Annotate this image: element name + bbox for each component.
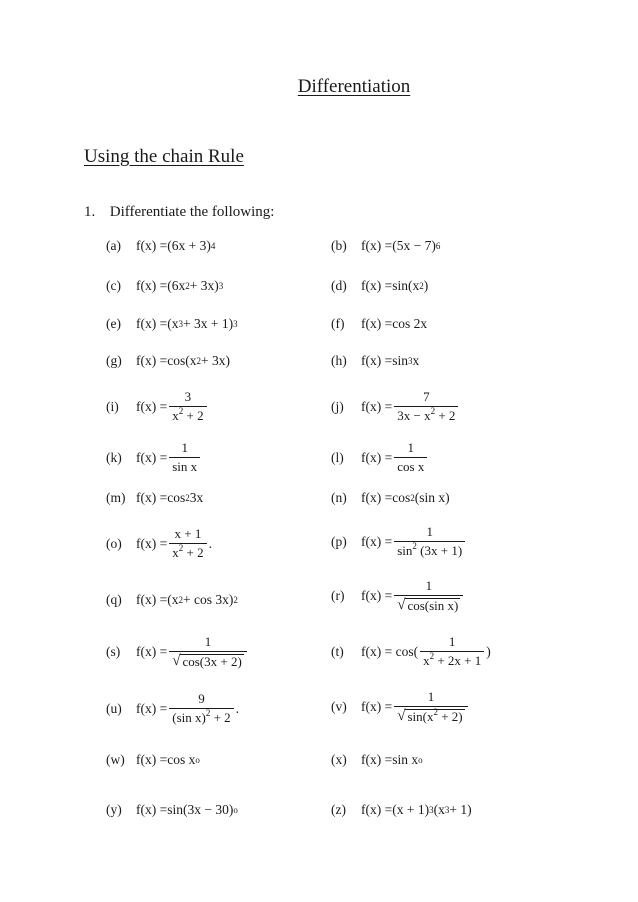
item-label: (p)	[331, 533, 347, 549]
expression: f(x) = (x 3 + 3x + 1) 3	[136, 316, 238, 331]
item-label: (r)	[331, 588, 345, 603]
item-label: (h)	[331, 353, 347, 368]
fraction: $\frac{x + 1}{x^2 + 2}$	[169, 527, 206, 560]
square-root: √ cos(3x + 2)	[172, 653, 242, 669]
expression: f(x) = sin(x 2 )	[361, 278, 429, 293]
item-x	[331, 752, 423, 768]
item-y	[106, 802, 238, 818]
expression: f(x) = (x 2 + cos 3x) 2	[136, 592, 238, 607]
item-l	[331, 441, 429, 474]
item-f	[331, 316, 427, 332]
expression: f(x) = (x + 1) 3 (x 3 + 1)	[361, 802, 472, 817]
item-label: (d)	[331, 278, 347, 293]
item-label: (n)	[331, 490, 347, 505]
expression: f(x) = $\frac{1}{\text{sin x}}$	[136, 441, 202, 474]
item-k	[106, 441, 202, 474]
expression: f(x) = cos x o	[136, 752, 200, 767]
item-label: (j)	[331, 398, 344, 414]
expression: f(x) = cos 2 3x	[136, 490, 204, 505]
question-text: Differentiate the following:	[109, 204, 275, 220]
fraction: $\frac{3}{x^2 + 2}$	[169, 390, 206, 423]
item-label: (b)	[331, 238, 347, 253]
item-label: (k)	[106, 449, 122, 465]
expression: f(x) = $\frac{1}{\text{cos x}}$	[361, 441, 429, 474]
fraction: $\frac{9}{(\sin x)^2 + 2}$	[169, 692, 233, 725]
fraction: $\frac{1}{\text{cos x}}$	[394, 441, 427, 474]
item-label: (q)	[106, 592, 122, 607]
expression: f(x) = sin 3 x	[361, 353, 420, 368]
expression: f(x) = (6x + 3) 4	[136, 238, 216, 253]
item-c	[106, 278, 223, 294]
item-label: (l)	[331, 449, 344, 465]
item-label: (y)	[106, 802, 122, 817]
item-r	[331, 579, 465, 613]
expression: f(x) = cos(x 2 + 3x)	[136, 353, 230, 368]
item-w	[106, 752, 200, 768]
fraction: $\frac{1}{x^2 + 2x + 1}$	[420, 635, 484, 668]
item-label: (m)	[106, 490, 126, 505]
expression: f(x) = $\frac{x + 1}{x^2 + 2}$ .	[136, 526, 212, 560]
item-label: (u)	[106, 700, 122, 716]
question-number: 1.	[84, 204, 96, 220]
fraction: 1 √ cos(3x + 2)	[169, 635, 247, 669]
expression: f(x) = (6x 2 + 3x) 3	[136, 278, 224, 293]
expression: f(x) = $\frac{1}{\sin^2 (3x + 1)}$	[361, 525, 467, 558]
expression: f(x) = 1 √ cos(sin x)	[361, 579, 465, 613]
item-b	[331, 238, 440, 254]
expression: f(x) = cos 2x	[361, 316, 428, 331]
expression: f(x) = cos( $\frac{1}{x^2 + 2x + 1}$ )	[361, 634, 491, 668]
item-h	[331, 353, 419, 369]
item-u	[106, 692, 239, 725]
expression: f(x) = sin(3x − 30) o	[136, 802, 238, 817]
item-label: (x)	[331, 752, 347, 767]
item-label: (f)	[331, 316, 345, 331]
fraction: 1 √ cos(sin x)	[394, 579, 463, 613]
expression: f(x) = 1 √ cos(3x + 2)	[136, 635, 249, 669]
item-label: (t)	[331, 643, 344, 659]
item-label: (z)	[331, 802, 346, 817]
item-m	[106, 490, 203, 506]
expression: f(x) = 1 √ $\sin(x^2 + 2)$	[361, 690, 470, 724]
item-o	[106, 527, 212, 560]
item-q	[106, 592, 238, 608]
item-label: (w)	[106, 752, 125, 767]
square-root: √ cos(sin x)	[397, 597, 459, 613]
item-t	[331, 635, 491, 668]
expression: f(x) = cos 2 (sin x)	[361, 490, 450, 505]
item-label: (s)	[106, 644, 121, 659]
item-j	[331, 390, 460, 423]
item-v	[331, 690, 470, 724]
item-i	[106, 390, 209, 423]
item-label: (i)	[106, 398, 119, 414]
item-d	[331, 278, 428, 294]
expression: f(x) = $\frac{7}{3x - x^2 + 2}$	[361, 390, 460, 423]
fraction: 1 √ $\sin(x^2 + 2)$	[394, 690, 467, 724]
item-z	[331, 802, 472, 818]
item-label: (e)	[106, 316, 121, 331]
item-s	[106, 635, 249, 669]
item-p	[331, 525, 467, 558]
item-label: (c)	[106, 278, 121, 293]
item-label: (v)	[331, 699, 347, 714]
square-root: √ $\sin(x^2 + 2)$	[397, 707, 463, 724]
item-g	[106, 353, 230, 369]
fraction: $\frac{1}{\text{sin x}}$	[169, 441, 200, 474]
fraction: $\frac{7}{3x - x^2 + 2}$	[394, 390, 458, 423]
item-e	[106, 316, 238, 332]
question-1	[84, 204, 274, 221]
expression: f(x) = $\frac{3}{x^2 + 2}$	[136, 390, 209, 423]
expression: f(x) = (5x − 7) 6	[361, 238, 441, 253]
section-heading: Using the chain Rule	[84, 146, 244, 167]
item-n	[331, 490, 450, 506]
item-label: (o)	[106, 535, 122, 551]
item-a	[106, 238, 215, 254]
fraction: $\frac{1}{\sin^2 (3x + 1)}$	[394, 525, 465, 558]
item-label: (g)	[106, 353, 122, 368]
expression: f(x) = $\frac{9}{(\sin x)^2 + 2}$ .	[136, 691, 240, 725]
page-title: Differentiation	[297, 76, 411, 97]
item-label: (a)	[106, 238, 121, 253]
expression: f(x) = sin x o	[361, 752, 423, 767]
